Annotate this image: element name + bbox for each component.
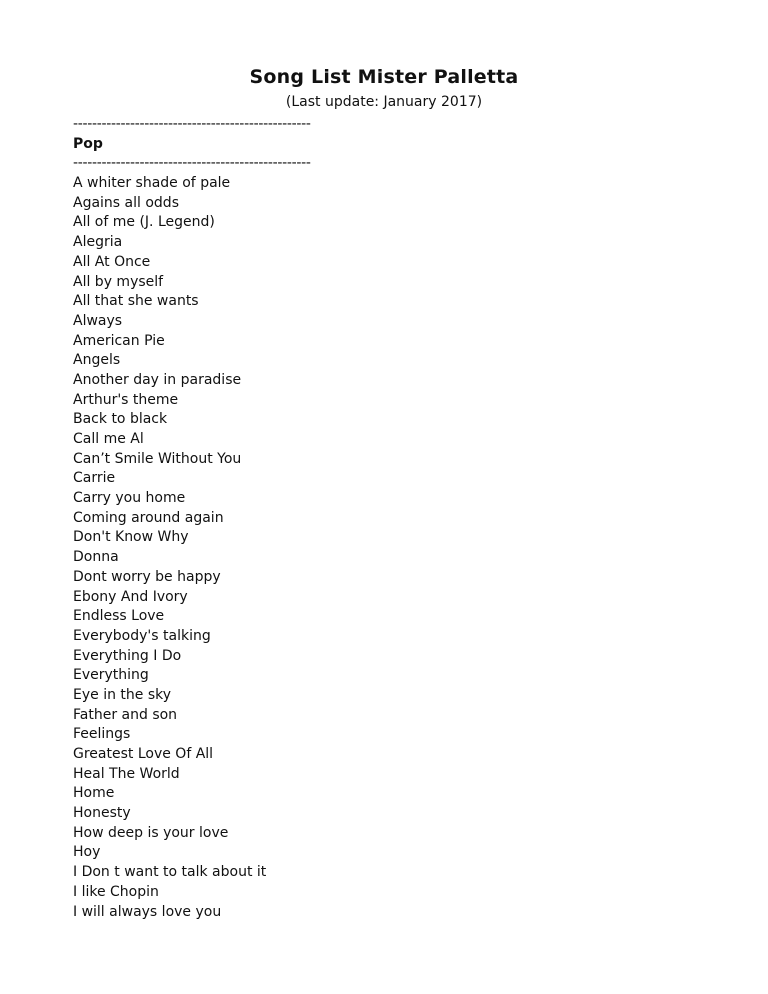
song-item: Always xyxy=(73,312,123,329)
song-item: Arthur's theme xyxy=(73,391,179,408)
song-item: Hoy xyxy=(73,844,101,861)
last-update-note: (Last update: January 2017) xyxy=(285,94,483,110)
song-item: All that she wants xyxy=(73,293,199,310)
song-item: Father and son xyxy=(73,706,178,723)
song-item: Home xyxy=(73,785,115,802)
song-item: How deep is your love xyxy=(73,824,229,841)
song-item: Greatest Love Of All xyxy=(73,746,214,762)
section-heading-pop: Pop xyxy=(73,135,103,152)
song-item: Donna xyxy=(73,549,119,566)
song-item: I will always love you xyxy=(73,903,222,920)
song-item: American Pie xyxy=(73,332,165,349)
song-item: I Don t want to talk about it xyxy=(73,864,267,881)
song-item: Endless Love xyxy=(73,608,165,625)
song-item: Everybody's talking xyxy=(73,627,211,644)
song-item: Honesty xyxy=(73,805,131,822)
song-list-content xyxy=(73,115,693,922)
song-item: Another day in paradise xyxy=(73,371,242,388)
divider-bottom: -------------------------------------------------- xyxy=(73,155,311,172)
song-item: Back to black xyxy=(73,411,168,428)
song-item: All of me (J. Legend) xyxy=(73,214,215,231)
song-item: Alegria xyxy=(73,234,123,251)
song-item: Can’t Smile Without You xyxy=(73,450,242,467)
song-item: I like Chopin xyxy=(73,883,159,900)
song-item: Dont worry be happy xyxy=(73,568,221,585)
song-item: Ebony And Ivory xyxy=(73,588,188,605)
song-item: All by myself xyxy=(73,273,164,290)
document-title: Song List Mister Palletta xyxy=(249,66,519,88)
song-item: Coming around again xyxy=(73,509,224,526)
song-list xyxy=(73,174,693,922)
song-item: Eye in the sky xyxy=(73,686,172,703)
song-item: Carrie xyxy=(73,470,116,487)
song-item: Everything xyxy=(73,667,149,684)
song-item: Feelings xyxy=(73,726,131,743)
song-item: Don't Know Why xyxy=(73,529,189,546)
song-item: Everything I Do xyxy=(73,647,182,664)
song-item: Heal The World xyxy=(73,765,180,782)
song-item: Carry you home xyxy=(73,490,186,507)
song-item: A whiter shade of pale xyxy=(73,175,231,192)
divider-top: -------------------------------------------------- xyxy=(73,116,311,132)
song-item: Angels xyxy=(73,352,121,369)
song-item: Agains all odds xyxy=(73,194,179,211)
song-item: Call me Al xyxy=(73,431,144,447)
song-item: All At Once xyxy=(73,253,151,270)
